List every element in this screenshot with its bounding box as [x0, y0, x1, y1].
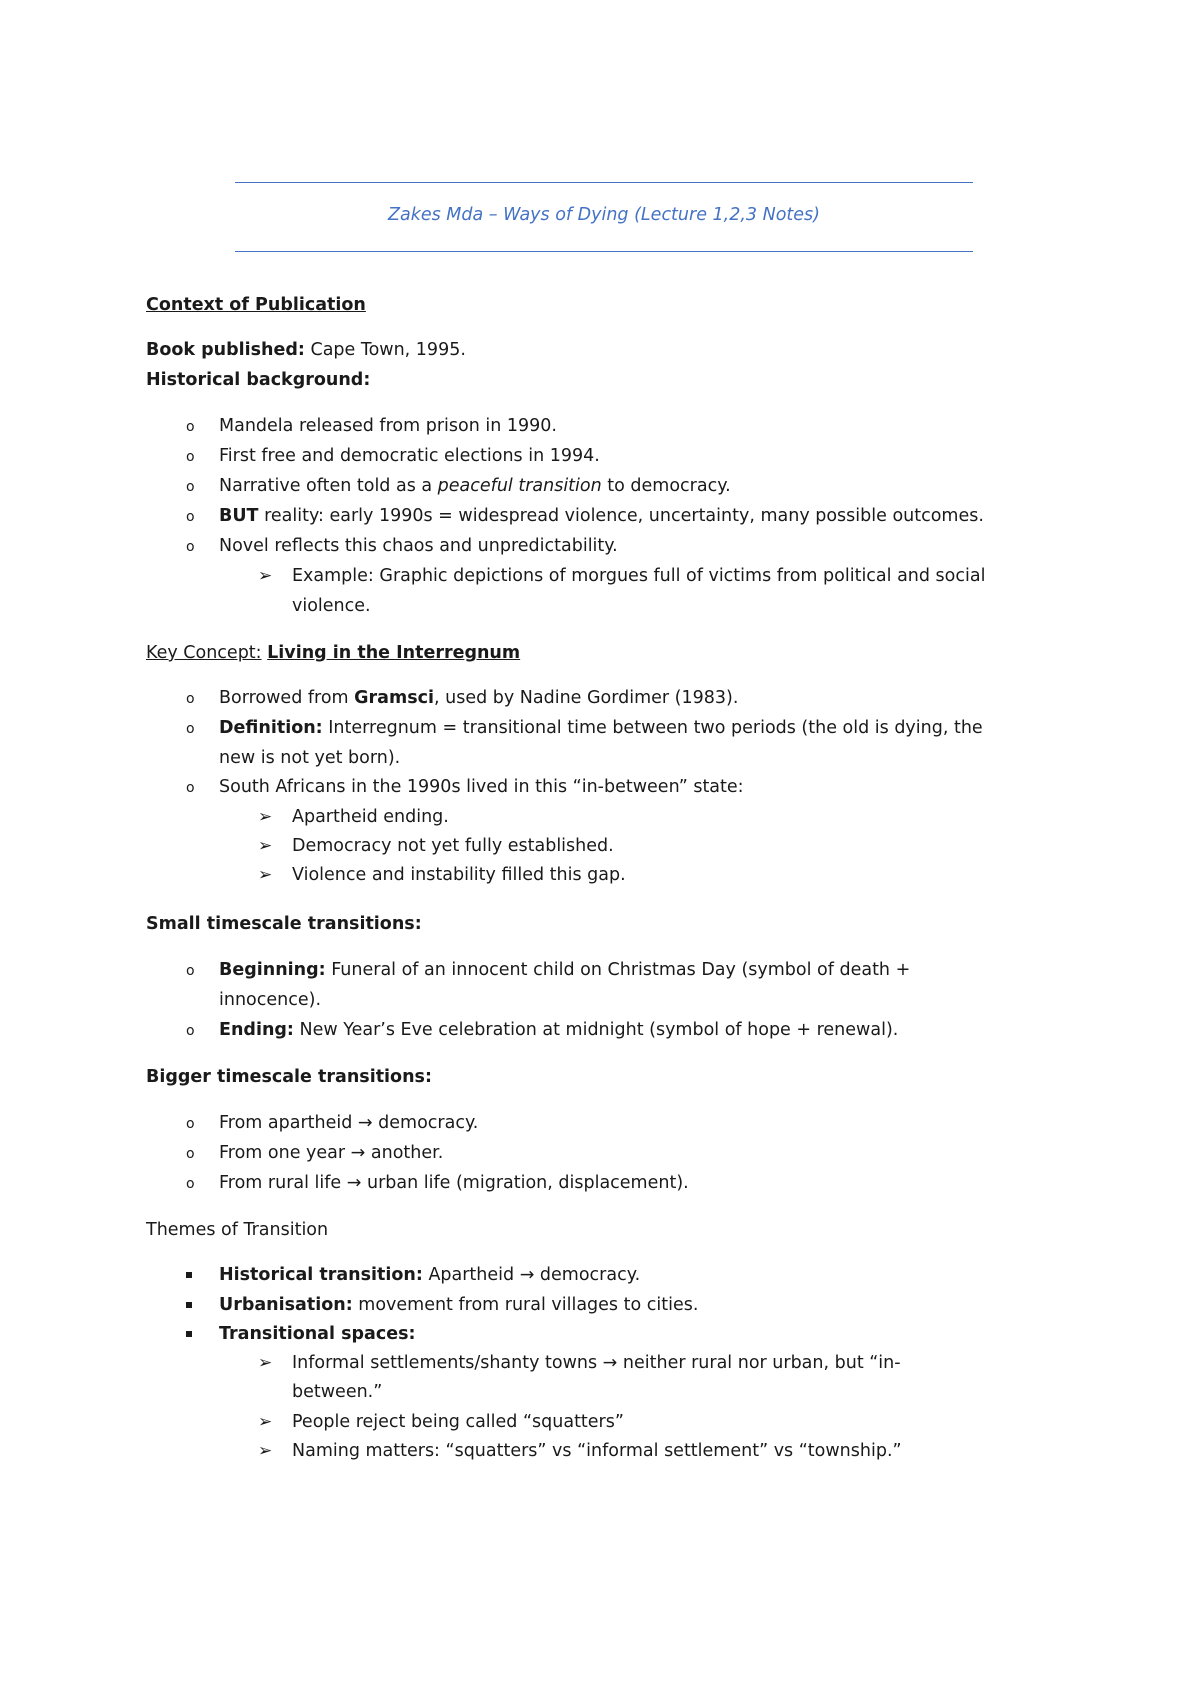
- definition-label: Definition:: [219, 718, 323, 738]
- list-item: First free and democratic elections in 1994.: [219, 446, 600, 466]
- list-item: From rural life → urban life (migration, displacement).: [219, 1173, 689, 1193]
- transitional-spaces-label: Transitional spaces:: [219, 1324, 416, 1344]
- sub-list-item: Violence and instability filled this gap.: [292, 865, 626, 885]
- list-item-historical: [219, 1264, 640, 1286]
- sub-list-item-continuation: violence.: [292, 596, 371, 616]
- circle-bullet-icon: o: [186, 419, 195, 435]
- narrative-italic-text: peaceful transition: [437, 476, 602, 496]
- sub-list-item: People reject being called “squatters”: [292, 1412, 624, 1432]
- section-heading-themes: Themes of Transition: [146, 1220, 329, 1240]
- square-bullet-icon: [186, 1272, 192, 1278]
- arrow-bullet-icon: ➢: [258, 865, 273, 885]
- list-item-borrowed: [219, 687, 738, 709]
- sub-list-item: Informal settlements/shanty towns → neither rural nor urban, but “in-: [292, 1353, 901, 1373]
- header-rule-bottom: [235, 251, 973, 252]
- section-heading-bigger-timescale: Bigger timescale transitions:: [146, 1067, 432, 1087]
- list-item-but: [219, 505, 984, 527]
- arrow-bullet-icon: ➢: [258, 566, 273, 586]
- ending-text: New Year’s Eve celebration at midnight (symbol of hope + renewal).: [293, 1020, 899, 1040]
- sub-list-item: Democracy not yet fully established.: [292, 836, 614, 856]
- section-heading-context: Context of Publication: [146, 295, 366, 315]
- but-label: BUT: [219, 506, 259, 526]
- list-item: South Africans in the 1990s lived in this “in-between” state:: [219, 777, 744, 797]
- beginning-label: Beginning:: [219, 960, 326, 980]
- circle-bullet-icon: o: [186, 963, 195, 979]
- urbanisation-label: Urbanisation:: [219, 1295, 353, 1315]
- square-bullet-icon: [186, 1331, 192, 1337]
- ending-label: Ending:: [219, 1020, 294, 1040]
- circle-bullet-icon: o: [186, 1176, 195, 1192]
- gramsci-name: Gramsci: [354, 688, 434, 708]
- but-text: reality: early 1990s = widespread violence, uncertainty, many possible outcomes.: [258, 506, 984, 526]
- historical-transition-label: Historical transition:: [219, 1265, 423, 1285]
- sub-list-item: Naming matters: “squatters” vs “informal settlement” vs “township.”: [292, 1441, 902, 1461]
- beginning-continuation: innocence).: [219, 990, 322, 1010]
- circle-bullet-icon: o: [186, 539, 195, 555]
- borrowed-text-end: , used by Nadine Gordimer (1983).: [433, 688, 739, 708]
- narrative-text-end: to democracy.: [601, 476, 731, 496]
- list-item-narrative: [219, 475, 731, 497]
- list-item-definition: [219, 717, 983, 739]
- book-published-label: Book published:: [146, 340, 305, 360]
- definition-text: Interregnum = transitional time between two periods (the old is dying, the: [322, 718, 983, 738]
- key-concept-prefix: Key Concept:: [146, 643, 262, 663]
- circle-bullet-icon: o: [186, 1146, 195, 1162]
- square-bullet-icon: [186, 1302, 192, 1308]
- historical-background-label: Historical background:: [146, 370, 371, 390]
- list-item: Novel reflects this chaos and unpredictability.: [219, 536, 618, 556]
- list-item: Mandela released from prison in 1990.: [219, 416, 557, 436]
- beginning-text: Funeral of an innocent child on Christmas Day (symbol of death +: [325, 960, 911, 980]
- sub-list-item-continuation: between.”: [292, 1382, 383, 1402]
- sub-list-item: Apartheid ending.: [292, 807, 449, 827]
- book-published-value: Cape Town, 1995.: [304, 340, 466, 360]
- arrow-bullet-icon: ➢: [258, 1441, 273, 1461]
- circle-bullet-icon: o: [186, 691, 195, 707]
- circle-bullet-icon: o: [186, 721, 195, 737]
- section-heading-interregnum: [146, 642, 520, 664]
- list-item-beginning: [219, 959, 910, 981]
- historical-transition-text: Apartheid → democracy.: [422, 1265, 641, 1285]
- definition-continuation: new is not yet born).: [219, 748, 401, 768]
- circle-bullet-icon: o: [186, 1023, 195, 1039]
- circle-bullet-icon: o: [186, 780, 195, 796]
- arrow-bullet-icon: ➢: [258, 1412, 273, 1432]
- book-published-line: [146, 339, 466, 361]
- list-item: From one year → another.: [219, 1143, 444, 1163]
- header-rule-top: [235, 182, 973, 183]
- arrow-bullet-icon: ➢: [258, 836, 273, 856]
- circle-bullet-icon: o: [186, 509, 195, 525]
- list-item-ending: [219, 1019, 898, 1041]
- urbanisation-text: movement from rural villages to cities.: [352, 1295, 699, 1315]
- key-concept-title: Living in the Interregnum: [267, 643, 521, 663]
- section-heading-small-timescale: Small timescale transitions:: [146, 914, 422, 934]
- borrowed-text: Borrowed from: [219, 688, 355, 708]
- document-title: Zakes Mda – Ways of Dying (Lecture 1,2,3 Notes): [388, 205, 820, 225]
- narrative-text: Narrative often told as a: [219, 476, 438, 496]
- circle-bullet-icon: o: [186, 1116, 195, 1132]
- list-item: From apartheid → democracy.: [219, 1113, 479, 1133]
- circle-bullet-icon: o: [186, 479, 195, 495]
- arrow-bullet-icon: ➢: [258, 1353, 273, 1373]
- list-item-urbanisation: [219, 1294, 698, 1316]
- sub-list-item: Example: Graphic depictions of morgues full of victims from political and social: [292, 566, 986, 586]
- arrow-bullet-icon: ➢: [258, 807, 273, 827]
- circle-bullet-icon: o: [186, 449, 195, 465]
